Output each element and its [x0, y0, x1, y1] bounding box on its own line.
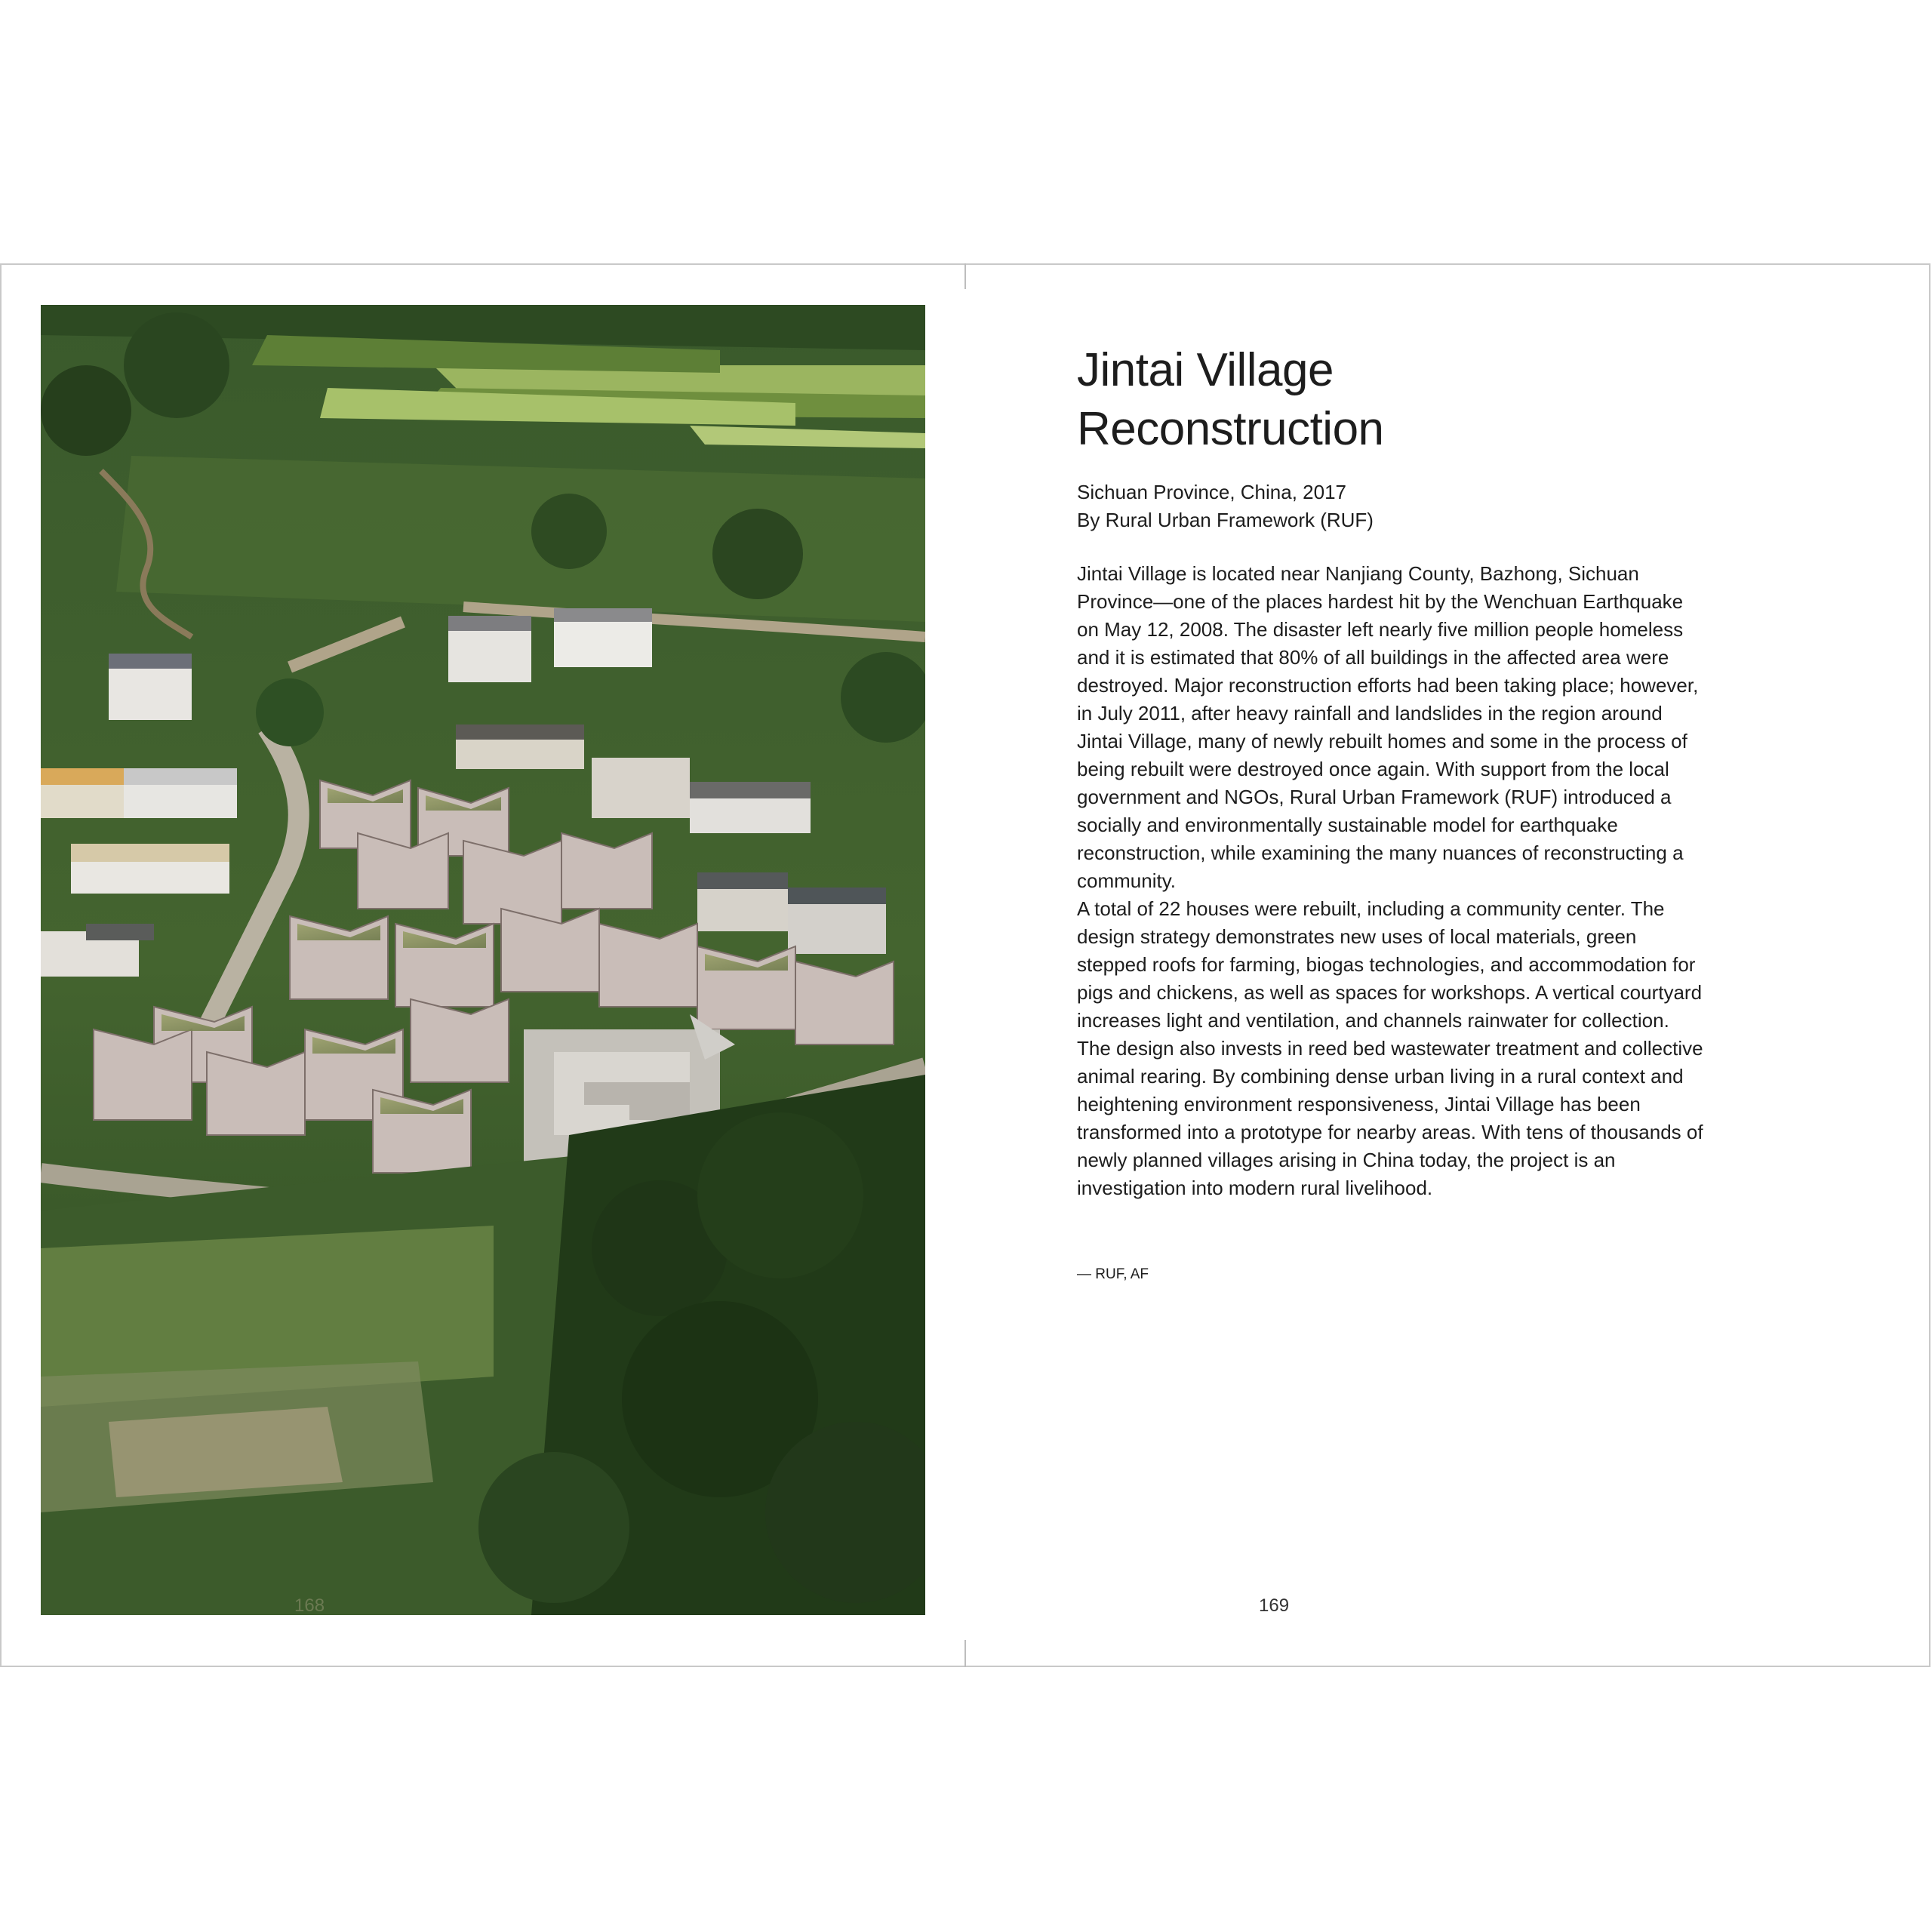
right-page-number: 169 [1259, 1595, 1290, 1616]
aerial-village-photo [41, 305, 925, 1615]
title-line-2: Reconstruction [1077, 403, 1384, 455]
title-line-1: Jintai Village [1077, 344, 1334, 396]
article-title [1077, 341, 1681, 459]
article-body [1077, 560, 1703, 1202]
gutter-mark-bottom [964, 1640, 966, 1667]
body-paragraph-2: A total of 22 houses were rebuilt, including a community center. The design strategy demonstrates new uses of local materials, green stepped roofs for farming, biogas technologies, and accommodation for pigs and chickens, as well as spaces for workshops. A vertical courtyard increases light and ventilation, and channels rainwater for collection. The design also invests in reed bed wastewater treatment and collective animal rearing. By combining dense urban living in a rural context and heightening environment responsiveness, Jintai Village has been transformed into a prototype for nearby areas. With tens of thousands of newly planned villages arising in China today, the project is an investigation into modern rural livelihood. [1077, 897, 1703, 1199]
left-page-number: 168 [294, 1595, 325, 1616]
project-author: By Rural Urban Framework (RUF) [1077, 509, 1374, 531]
gutter-mark-top [964, 263, 966, 289]
body-paragraph-1: Jintai Village is located near Nanjiang County, Bazhong, Sichuan Province—one of the places hardest hit by the Wenchuan Earthquake on May 12, 2008. The disaster left nearly five million people homeless and it is estimated that 80% of all buildings in the affected area were destroyed. Major reconstruction efforts had been taking place; however, in July 2011, after heavy rainfall and landslides in the region around Jintai Village, many of newly rebuilt homes and some in the process of being rebuilt were destroyed once again. With support from the local government and NGOs, Rural Urban Framework (RUF) introduced a socially and environmentally sustainable model for earthquake reconstruction, while examining the many nuances of reconstructing a community. [1077, 562, 1699, 892]
project-meta [1077, 478, 1696, 534]
author-credit: — RUF, AF [1077, 1266, 1149, 1282]
project-location: Sichuan Province, China, 2017 [1077, 481, 1347, 503]
